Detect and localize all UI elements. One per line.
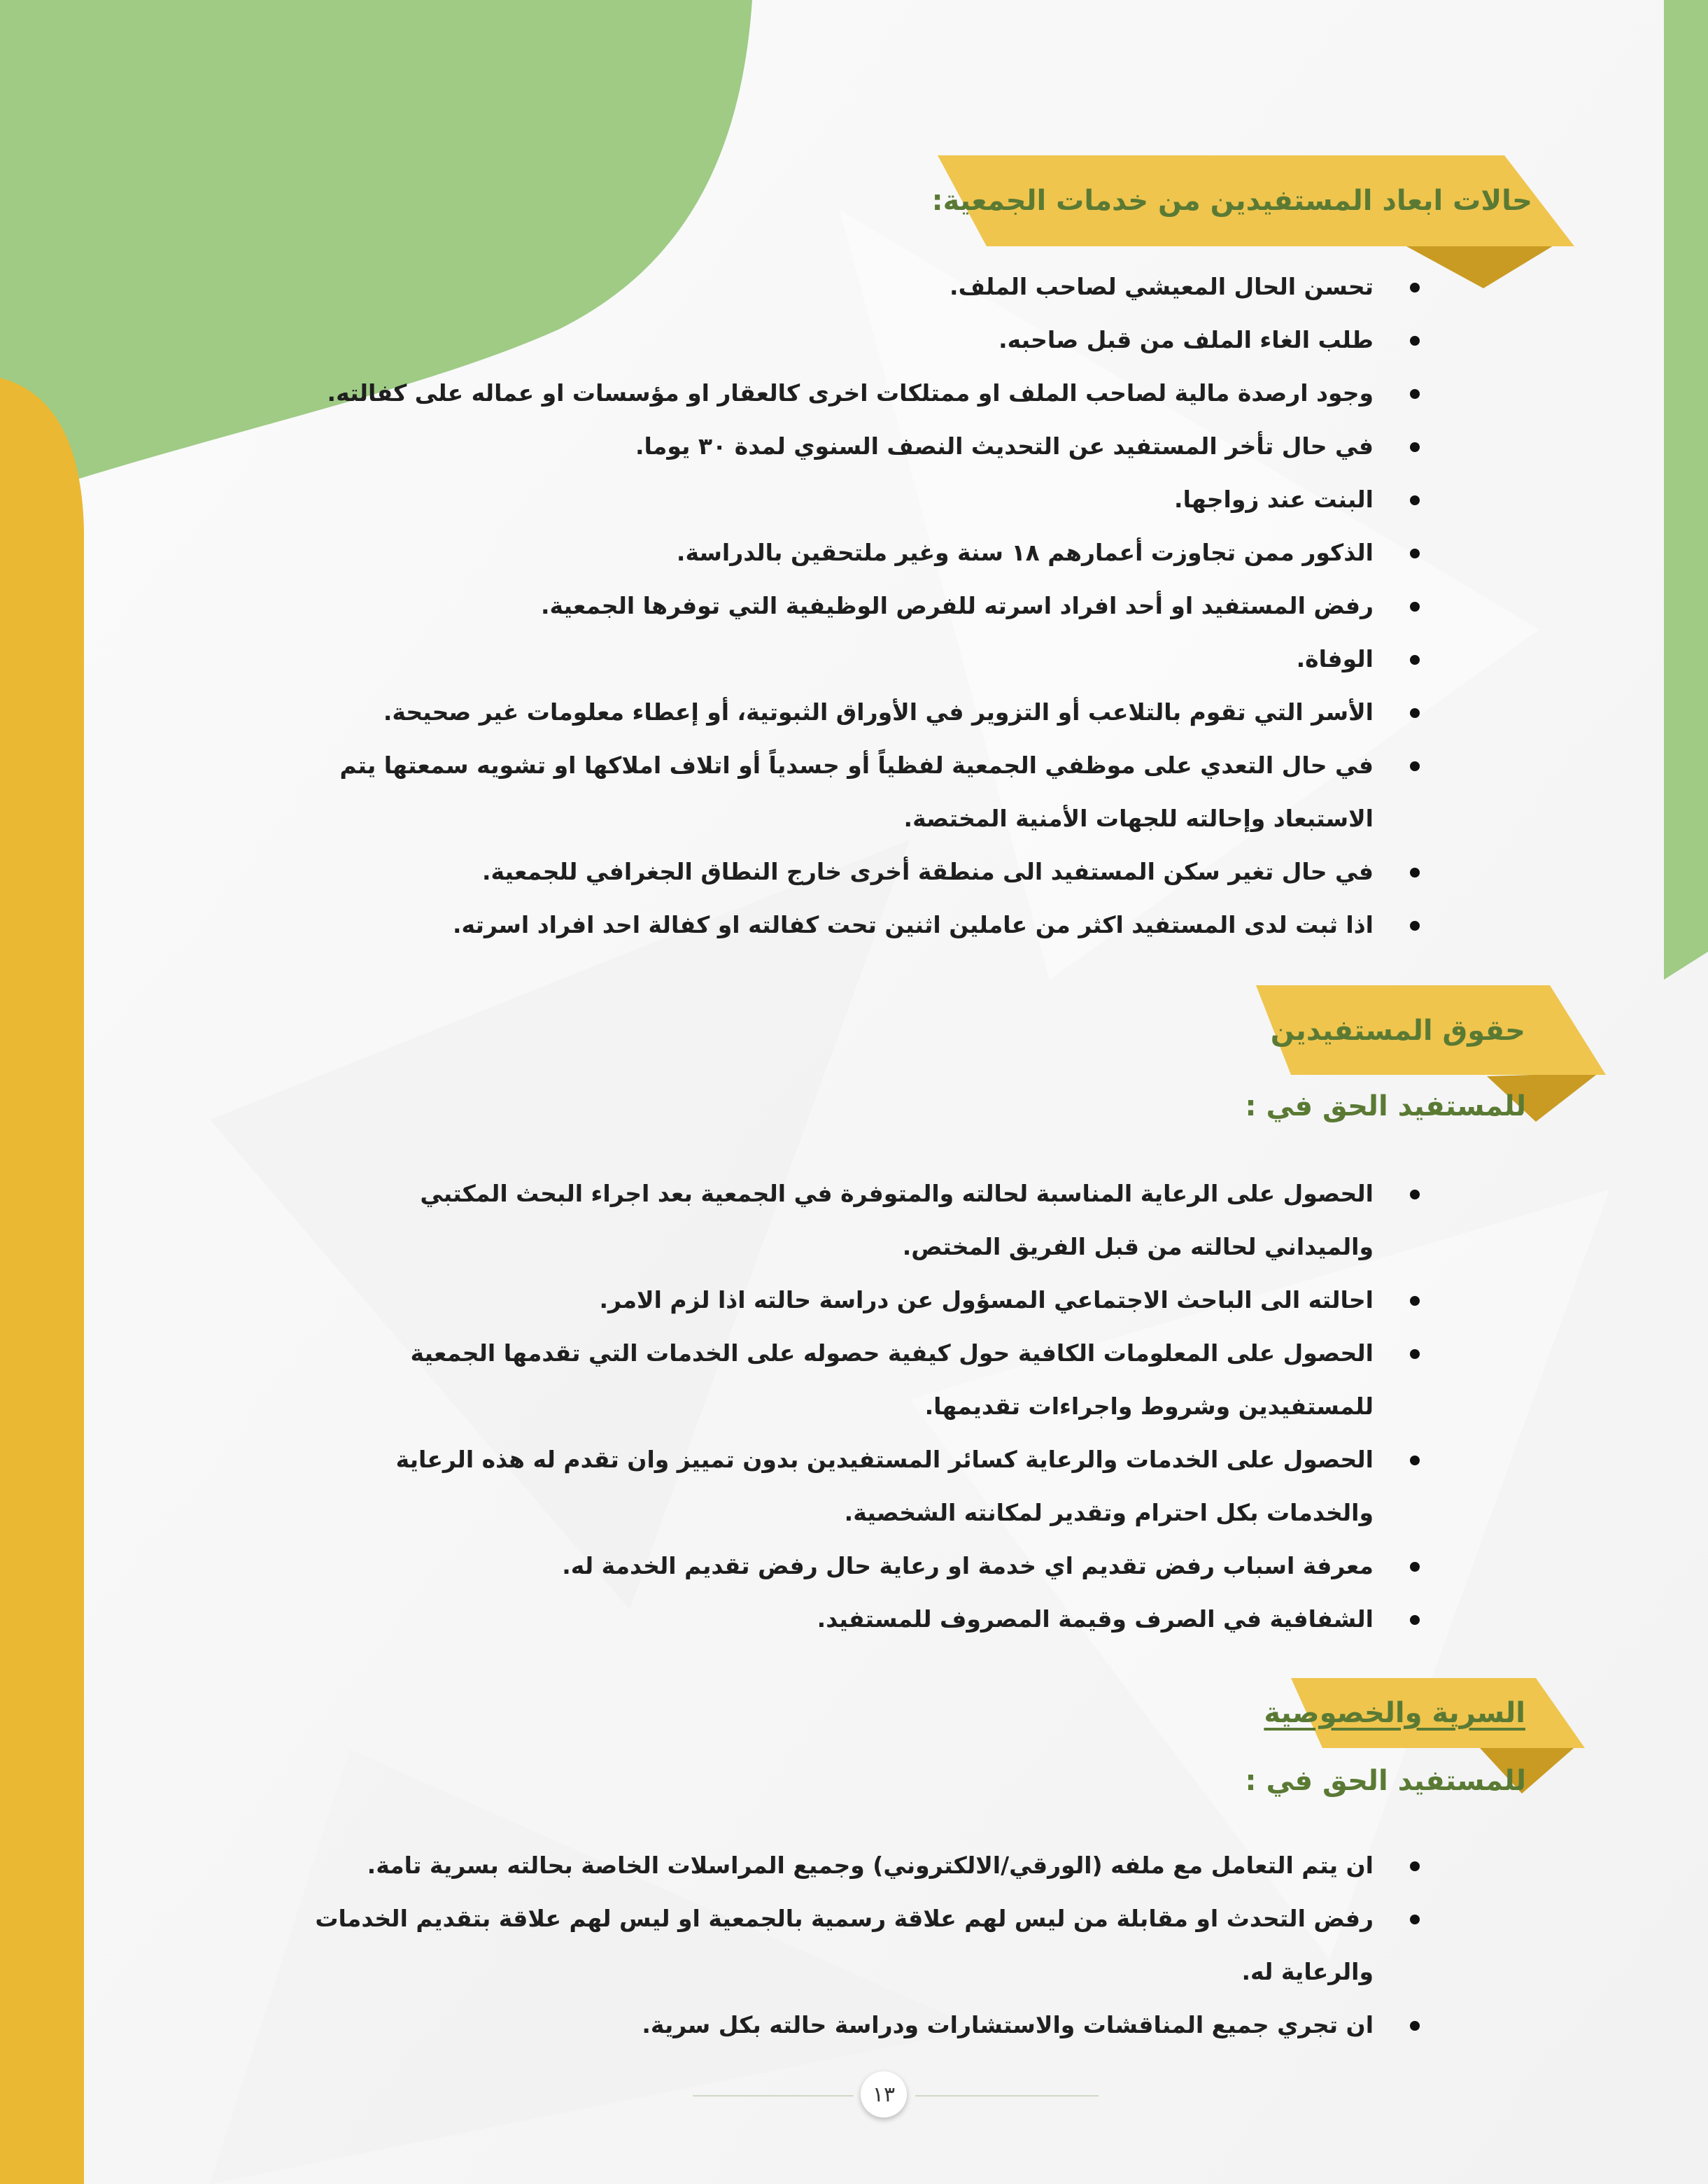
list-item: رفض التحدث او مقابلة من ليس لهم علاقة رسمية بالجمعية او ليس لهم علاقة بتقديم الخدمات والرعاية له. bbox=[303, 1892, 1374, 1999]
section2-subtitle: للمستفيد الحق في : bbox=[1245, 1090, 1526, 1122]
page-footer bbox=[693, 2071, 1099, 2120]
footer-line-right bbox=[915, 2095, 1099, 2097]
section2-list bbox=[395, 1167, 1708, 1646]
list-item: تحسن الحال المعيشي لصاحب الملف. bbox=[303, 260, 1374, 313]
gold-side-shape bbox=[0, 378, 84, 2184]
section3-subtitle: للمستفيد الحق في : bbox=[1245, 1765, 1526, 1797]
section3-list bbox=[315, 1839, 1708, 2052]
page-number: ١٣ bbox=[861, 2071, 907, 2118]
list-item: ان تجري جميع المناقشات والاستشارات ودراسة حالته بكل سرية. bbox=[303, 1999, 1374, 2052]
list-item: الأسر التي تقوم بالتلاعب أو التزوير في الأوراق الثبوتية، أو إعطاء معلومات غير صحيحة. bbox=[303, 686, 1374, 739]
footer-line-left bbox=[693, 2095, 854, 2097]
list-item: اذا ثبت لدى المستفيد اكثر من عاملين اثنين تحت كفالته او كفالة احد افراد اسرته. bbox=[303, 899, 1374, 952]
list-item: في حال تغير سكن المستفيد الى منطقة أخرى خارج النطاق الجغرافي للجمعية. bbox=[303, 845, 1374, 899]
list-item: الحصول على الرعاية المناسبة لحالته والمتوفرة في الجمعية بعد اجراء البحث المكتبي والميداني لحالته من قبل الفريق المختص. bbox=[303, 1167, 1374, 1274]
section1-title: حالات ابعاد المستفيدين من خدمات الجمعية: bbox=[931, 185, 1532, 217]
list-item: الحصول على المعلومات الكافية حول كيفية حصوله على الخدمات التي تقدمها الجمعية للمستفيدين وشروط واجراءات تقديمها. bbox=[303, 1327, 1374, 1433]
list-item: طلب الغاء الملف من قبل صاحبه. bbox=[303, 313, 1374, 367]
list-item: الشفافية في الصرف وقيمة المصروف للمستفيد. bbox=[303, 1593, 1374, 1646]
list-item: في حال تأخر المستفيد عن التحديث النصف السنوي لمدة ٣٠ يوما. bbox=[303, 420, 1374, 473]
section3-title: السرية والخصوصية bbox=[1264, 1697, 1525, 1729]
list-item: معرفة اسباب رفض تقديم اي خدمة او رعاية حال رفض تقديم الخدمة له. bbox=[303, 1540, 1374, 1593]
list-item: في حال التعدي على موظفي الجمعية لفظياً أو جسدياً أو اتلاف املاكها او تشويه سمعتها يتم الاستبعاد وإحالته للجهات الأمنية المختصة. bbox=[303, 739, 1374, 845]
list-item: ان يتم التعامل مع ملفه (الورقي/الالكتروني) وجميع المراسلات الخاصة بحالته بسرية تامة. bbox=[303, 1839, 1374, 1892]
section2-title: حقوق المستفيدين bbox=[1270, 1015, 1525, 1047]
list-item: البنت عند زواجها. bbox=[303, 473, 1374, 526]
list-item: الحصول على الخدمات والرعاية كسائر المستفيدين بدون تمييز وان تقدم له هذه الرعاية والخدمات بكل احترام وتقدير لمكانته الشخصية. bbox=[303, 1433, 1374, 1540]
section1-list bbox=[327, 260, 1708, 952]
list-item: وجود ارصدة مالية لصاحب الملف او ممتلكات اخرى كالعقار او مؤسسات او عماله على كفالته. bbox=[303, 367, 1374, 420]
list-item: الوفاة. bbox=[303, 633, 1374, 686]
list-item: احالته الى الباحث الاجتماعي المسؤول عن دراسة حالته اذا لزم الامر. bbox=[303, 1274, 1374, 1327]
list-item: الذكور ممن تجاوزت أعمارهم ١٨ سنة وغير ملتحقين بالدراسة. bbox=[303, 526, 1374, 579]
list-item: رفض المستفيد او أحد افراد اسرته للفرص الوظيفية التي توفرها الجمعية. bbox=[303, 579, 1374, 633]
